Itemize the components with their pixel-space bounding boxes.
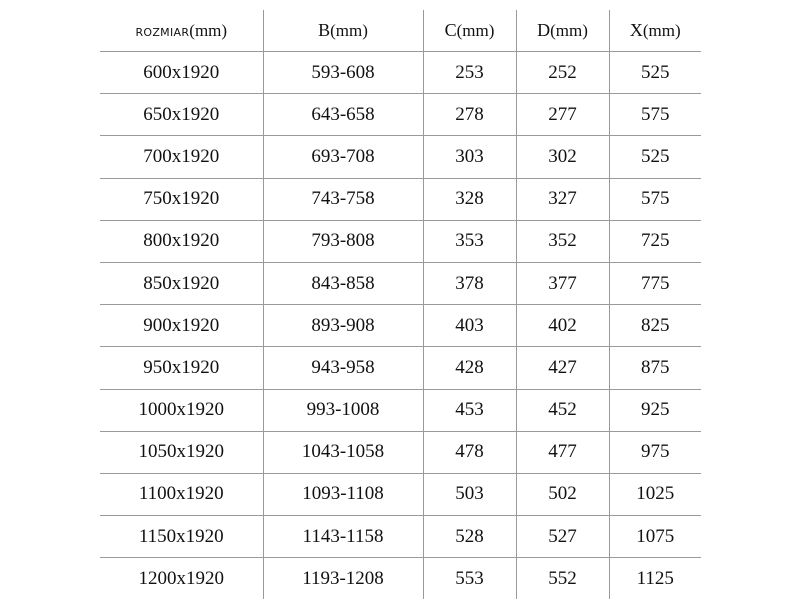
cell-c: 378	[423, 262, 516, 304]
cell-b: 1043-1058	[263, 431, 423, 473]
table-row	[100, 516, 701, 558]
cell-b: 643-658	[263, 94, 423, 136]
cell-d: 352	[516, 220, 609, 262]
cell-b: 943-958	[263, 347, 423, 389]
cell-x: 1075	[609, 516, 701, 558]
table-row	[100, 473, 701, 515]
cell-d: 477	[516, 431, 609, 473]
cell-c: 528	[423, 516, 516, 558]
cell-size: 1150x1920	[100, 516, 263, 558]
table-row	[100, 558, 701, 600]
header-x-unit: (mm)	[642, 21, 681, 40]
cell-c: 453	[423, 389, 516, 431]
header-c-unit: (mm)	[456, 21, 495, 40]
cell-x: 1125	[609, 558, 701, 600]
header-c	[423, 10, 516, 52]
table-row	[100, 178, 701, 220]
cell-c: 253	[423, 52, 516, 94]
cell-b: 1093-1108	[263, 473, 423, 515]
header-c-label: C	[444, 20, 457, 40]
cell-c: 428	[423, 347, 516, 389]
cell-size: 1000x1920	[100, 389, 263, 431]
cell-size: 1100x1920	[100, 473, 263, 515]
table-row	[100, 94, 701, 136]
cell-d: 552	[516, 558, 609, 600]
cell-x: 525	[609, 136, 701, 178]
cell-b: 1193-1208	[263, 558, 423, 600]
header-x	[609, 10, 701, 52]
cell-size: 850x1920	[100, 262, 263, 304]
cell-x: 725	[609, 220, 701, 262]
table-row	[100, 262, 701, 304]
cell-d: 502	[516, 473, 609, 515]
cell-b: 693-708	[263, 136, 423, 178]
cell-x: 825	[609, 305, 701, 347]
cell-c: 328	[423, 178, 516, 220]
cell-size: 700x1920	[100, 136, 263, 178]
cell-size: 950x1920	[100, 347, 263, 389]
cell-x: 975	[609, 431, 701, 473]
cell-c: 303	[423, 136, 516, 178]
table-row	[100, 431, 701, 473]
cell-d: 327	[516, 178, 609, 220]
table-row	[100, 347, 701, 389]
cell-b: 893-908	[263, 305, 423, 347]
cell-b: 1143-1158	[263, 516, 423, 558]
cell-b: 593-608	[263, 52, 423, 94]
table-row	[100, 52, 701, 94]
header-b-label: B	[318, 20, 331, 40]
cell-x: 575	[609, 178, 701, 220]
cell-c: 503	[423, 473, 516, 515]
header-size-unit: (mm)	[189, 21, 228, 40]
cell-x: 525	[609, 52, 701, 94]
cell-d: 377	[516, 262, 609, 304]
cell-d: 277	[516, 94, 609, 136]
cell-d: 452	[516, 389, 609, 431]
cell-d: 527	[516, 516, 609, 558]
cell-b: 743-758	[263, 178, 423, 220]
cell-b: 843-858	[263, 262, 423, 304]
table-body	[100, 52, 701, 600]
header-b	[263, 10, 423, 52]
cell-x: 875	[609, 347, 701, 389]
cell-d: 302	[516, 136, 609, 178]
cell-c: 353	[423, 220, 516, 262]
dimensions-table-container	[100, 10, 701, 599]
header-size	[100, 10, 263, 52]
cell-d: 252	[516, 52, 609, 94]
cell-size: 1050x1920	[100, 431, 263, 473]
cell-x: 575	[609, 94, 701, 136]
header-d	[516, 10, 609, 52]
cell-size: 800x1920	[100, 220, 263, 262]
cell-x: 775	[609, 262, 701, 304]
table-row	[100, 136, 701, 178]
cell-x: 1025	[609, 473, 701, 515]
header-size-label: ROZMIAR	[135, 26, 190, 39]
header-b-unit: (mm)	[330, 21, 368, 40]
table-row	[100, 220, 701, 262]
header-d-label: D	[537, 20, 551, 40]
cell-d: 427	[516, 347, 609, 389]
cell-b: 793-808	[263, 220, 423, 262]
cell-c: 553	[423, 558, 516, 600]
table-row	[100, 305, 701, 347]
cell-b: 993-1008	[263, 389, 423, 431]
header-x-label: X	[629, 20, 643, 40]
dimensions-table	[100, 10, 701, 599]
table-row	[100, 389, 701, 431]
cell-d: 402	[516, 305, 609, 347]
cell-size: 1200x1920	[138, 567, 224, 589]
cell-size: 600x1920	[100, 52, 263, 94]
cell-size: 650x1920	[100, 94, 263, 136]
header-d-unit: (mm)	[550, 21, 588, 40]
table-header	[100, 10, 701, 52]
cell-x: 925	[609, 389, 701, 431]
cell-c: 278	[423, 94, 516, 136]
cell-size: 750x1920	[100, 178, 263, 220]
cell-size: 900x1920	[100, 305, 263, 347]
header-row	[100, 10, 701, 52]
cell-c: 478	[423, 431, 516, 473]
cell-c: 403	[423, 305, 516, 347]
